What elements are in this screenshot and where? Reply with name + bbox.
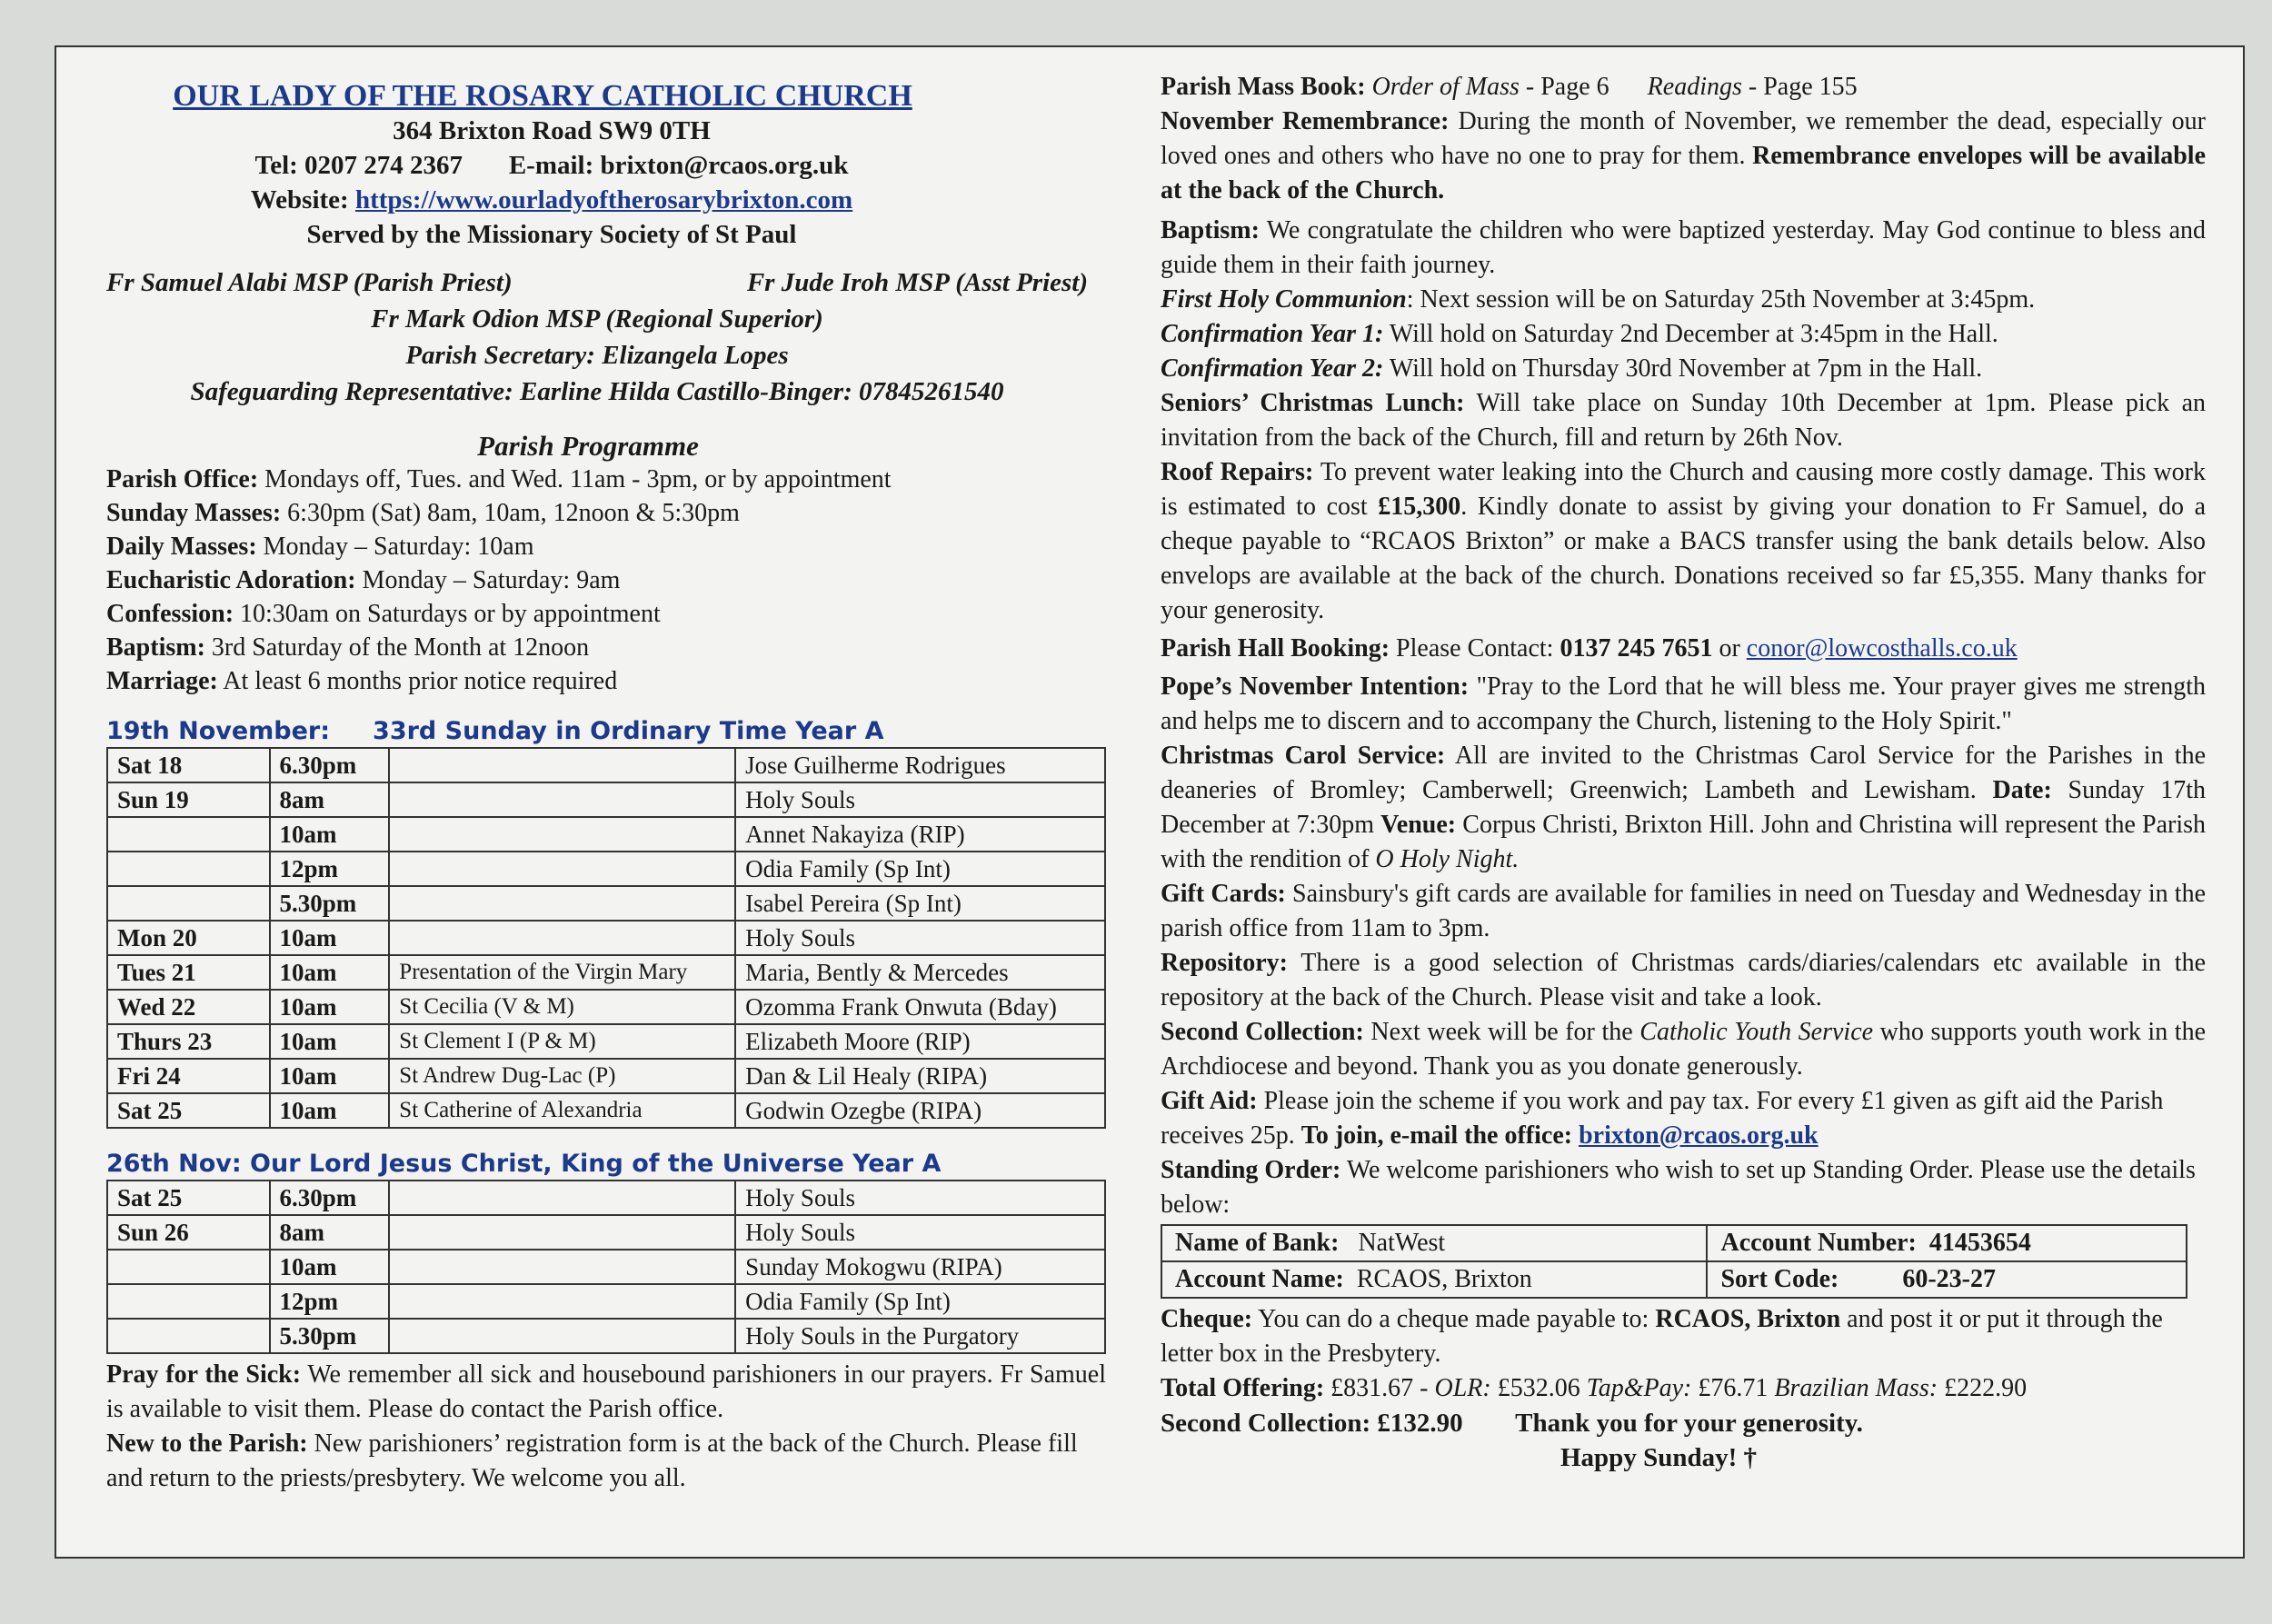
mass-day: Sun 26 (107, 1215, 270, 1250)
mass-time: 10am (270, 990, 390, 1024)
mass-day: Wed 22 (107, 990, 270, 1024)
mass-time: 12pm (270, 1284, 390, 1319)
mass-intention: Odia Family (Sp Int) (735, 1284, 1105, 1319)
account-number-cell (1707, 1225, 2187, 1261)
tap-pay-value: £76.71 (1698, 1374, 1769, 1402)
website-link[interactable]: https://www.ourladyoftherosarybrixton.com (354, 185, 853, 214)
giftaid-label: Gift Aid: (1161, 1087, 1258, 1115)
week1-date: 19th November: (106, 717, 331, 745)
conf2-text: Will hold on Thursday 30rd November at 7pm in the Hall. (1389, 354, 1983, 383)
programme-item (106, 563, 1179, 597)
mass-feast: Presentation of the Virgin Mary (389, 955, 735, 990)
seniors-label: Seniors’ Christmas Lunch: (1161, 389, 1465, 417)
closing-line (1161, 1406, 2206, 1440)
cheque-note (1161, 1302, 2206, 1371)
conf1-label: Confirmation Year 1: (1161, 320, 1384, 348)
mass-time: 8am (270, 1215, 390, 1250)
confirmation-year2 (1161, 352, 2206, 386)
account-number-value: 41453654 (1928, 1229, 2031, 1257)
mass-book-readings-page: - Page 155 (1748, 73, 1858, 101)
standing-order (1161, 1153, 2206, 1222)
carol-text: All are invited to the Christmas Carol Service for the Parishes in the deaneries of Bromley; Camberwell; Greenwich; Lambeth and Lewisham. (1161, 742, 2206, 804)
fhc-text: : Next session will be on Saturday 25th November at 3:45pm. (1406, 285, 2036, 314)
mass-day (107, 817, 270, 852)
mass-time: 10am (270, 1250, 390, 1284)
roof-received: £5,355 (1948, 562, 2019, 590)
mass-intention: Maria, Bently & Mercedes (735, 955, 1105, 990)
standing-label: Standing Order: (1161, 1156, 1341, 1184)
mass-intention: Holy Souls (735, 782, 1105, 817)
regional-superior: Fr Mark Odion MSP (Regional Superior) (371, 304, 823, 334)
mass-day: Sat 18 (107, 748, 270, 782)
total-offering (1161, 1371, 2206, 1406)
second-collection (1161, 1015, 2206, 1084)
olr-label: OLR: (1434, 1374, 1491, 1402)
mass-book (1161, 70, 2206, 105)
mass-day (107, 852, 270, 886)
thanks-message: Thank you for your generosity. (1515, 1409, 1863, 1438)
mass-intention: Holy Souls in the Purgatory (735, 1319, 1105, 1353)
mass-day: Thurs 23 (107, 1024, 270, 1059)
served-by: Served by the Missionary Society of St Paul (306, 220, 797, 249)
website-label: Website: (250, 185, 349, 214)
mass-time: 5.30pm (270, 1319, 390, 1353)
website-line (106, 183, 997, 217)
programme-text: 3rd Saturday of the Month at 12noon (211, 633, 590, 662)
programme-item (106, 530, 1179, 563)
hall-email-link[interactable]: conor@lowcosthalls.co.uk (1746, 634, 2018, 663)
hall-or: or (1719, 634, 1740, 663)
programme-label: Confession: (106, 600, 234, 628)
mass-time: 5.30pm (270, 886, 390, 921)
second-text-2: who supports youth work in the Archdiocese and beyond. Thank you as you donate generously. (1161, 1018, 2206, 1081)
mass-row (107, 1250, 1105, 1284)
mass-row (107, 886, 1105, 921)
second-collection-total: Second Collection: £132.90 (1161, 1409, 1463, 1438)
sick-label: Pray for the Sick: (106, 1360, 302, 1389)
telephone: Tel: 0207 274 2367 (254, 151, 463, 180)
mass-intention: Dan & Lil Healy (RIPA) (735, 1059, 1105, 1093)
tap-pay-label: Tap&Pay: (1586, 1374, 1692, 1402)
carol-venue-label: Venue: (1380, 811, 1457, 839)
cheque-text: You can do a cheque made payable to: (1258, 1305, 1649, 1333)
account-name-cell (1161, 1261, 1707, 1298)
programme-text: Monday – Saturday: 9am (362, 566, 621, 594)
mass-feast (389, 1284, 735, 1319)
mass-day: Sat 25 (107, 1181, 270, 1215)
mass-intention: Isabel Pereira (Sp Int) (735, 886, 1105, 921)
conf2-label: Confirmation Year 2: (1161, 354, 1384, 383)
mass-row (107, 1284, 1105, 1319)
sick-text: We remember all sick and housebound parishioners in our prayers. Fr Samuel is available to visit them. Please do contact the Parish office. (106, 1360, 1107, 1423)
mass-time: 10am (270, 1093, 390, 1128)
repo-text: There is a good selection of Christmas cards/diaries/calendars etc available in the repository at the back of the Church. Please visit and take a look. (1161, 949, 2207, 1011)
roof-label: Roof Repairs: (1161, 458, 1314, 486)
mass-time: 10am (270, 817, 390, 852)
programme-label: Baptism: (106, 633, 205, 662)
mass-intention: Sunday Mokogwu (RIPA) (735, 1250, 1105, 1284)
sort-code-value: 60-23-27 (1902, 1265, 1996, 1293)
mass-feast: St Cecilia (V & M) (389, 990, 735, 1024)
mass-time: 10am (270, 1059, 390, 1093)
mass-intention: Holy Souls (735, 921, 1105, 955)
mass-feast: St Andrew Dug-Lac (P) (389, 1059, 735, 1093)
mass-feast: St Catherine of Alexandria (389, 1093, 735, 1128)
seniors-lunch (1161, 386, 2206, 455)
olr-value: £532.06 (1497, 1374, 1580, 1402)
mass-row (107, 817, 1105, 852)
standing-text: We welcome parishioners who wish to set up Standing Order. Please use the details below: (1161, 1156, 2196, 1219)
carol-date-label: Date: (1992, 776, 2052, 804)
gift-aid (1161, 1084, 2206, 1153)
bank-details-table (1161, 1224, 2187, 1299)
pope-label: Pope’s November Intention: (1161, 673, 1470, 701)
cheque-text-2: and post it or put it through the letter box in the Presbytery. (1161, 1305, 2163, 1368)
mass-intention: Elizabeth Moore (RIP) (735, 1024, 1105, 1059)
baptism-note (1161, 214, 2206, 283)
programme-list (106, 463, 1179, 698)
hall-text: Please Contact: (1396, 634, 1554, 663)
programme-text: Monday – Saturday: 10am (263, 533, 534, 561)
hall-label: Parish Hall Booking: (1161, 634, 1390, 663)
mass-time: 8am (270, 782, 390, 817)
bank-name-label: Name of Bank: (1175, 1229, 1340, 1257)
mass-time: 10am (270, 1024, 390, 1059)
parish-secretary: Parish Secretary: Elizangela Lopes (405, 341, 789, 370)
remembrance-text: During the month of November, we remember the dead, especially our loved ones and others who have no one to pray for them. (1161, 107, 2207, 170)
mass-time: 10am (270, 955, 390, 990)
offering-label: Total Offering: (1161, 1374, 1325, 1402)
sort-code-label: Sort Code: (1720, 1265, 1839, 1293)
programme-text: At least 6 months prior notice required (223, 667, 618, 695)
mass-row (107, 1059, 1105, 1093)
roof-text-2: . Kindly donate to assist by giving your donation to Fr Samuel, do a cheque payable to “RCAOS Brixton” or make a BACS transfer using the bank details below. Also envelops are available at the back of the church. Donations received so far (1161, 493, 2207, 590)
mass-feast (389, 817, 735, 852)
church-address: 364 Brixton Road SW9 0TH (393, 116, 711, 145)
giftaid-email-link[interactable]: brixton@rcaos.org.uk (1579, 1121, 1819, 1150)
mass-time: 10am (270, 921, 390, 955)
pope-text: "Pray to the Lord that he will bless me. Your prayer gives me strength and helps me to discern and to accompany the Church, listening to the Holy Spirit." (1161, 673, 2206, 735)
programme-label: Parish Office: (106, 465, 259, 493)
mass-feast (389, 921, 735, 955)
mass-day: Mon 20 (107, 921, 270, 955)
seniors-text: Will take place on Sunday 10th December at 1pm. Please pick an invitation from the back of the Church, fill and return by 26th Nov. (1161, 389, 2207, 452)
brazilian-mass-value: £222.90 (1944, 1374, 2028, 1402)
bank-name-cell (1161, 1225, 1707, 1261)
giftaid-join: To join, e-mail the office: (1300, 1121, 1573, 1150)
programme-item (106, 597, 1179, 631)
left-column (106, 79, 1179, 1496)
hall-phone: 0137 245 7651 (1560, 634, 1713, 663)
carol-venue: Corpus Christi, Brixton Hill. John and Christina will represent the Parish with the rendition of (1161, 811, 2207, 873)
pope-intention (1161, 670, 2206, 739)
sort-code-cell (1707, 1261, 2187, 1298)
mass-intention: Holy Souls (735, 1215, 1105, 1250)
programme-label: Marriage: (106, 667, 218, 695)
offering-total: £831.67 - (1330, 1374, 1429, 1402)
happy-sunday: Happy Sunday! † (1560, 1443, 1757, 1472)
carol-date: Sunday 17th December at 7:30pm (1161, 776, 2207, 839)
week1-mass-table (106, 747, 1106, 1129)
repository (1161, 946, 2206, 1015)
programme-item (106, 631, 1179, 664)
baptism-label: Baptism: (1161, 216, 1260, 244)
brazilian-mass-label: Brazilian Mass: (1774, 1374, 1938, 1402)
giftaid-text: Please join the scheme if you work and pay tax. For every £1 given as gift aid the Parish receives 25p. (1161, 1087, 2164, 1150)
mass-day: Tues 21 (107, 955, 270, 990)
mass-feast (389, 852, 735, 886)
mass-intention: Ozomma Frank Onwuta (Bday) (735, 990, 1105, 1024)
carol-service (1161, 739, 2206, 877)
cheque-label: Cheque: (1161, 1305, 1253, 1333)
conf1-text: Will hold on Saturday 2nd December at 3:45pm in the Hall. (1389, 320, 1998, 348)
right-column (1161, 70, 2206, 1475)
mass-day (107, 1319, 270, 1353)
mass-book-order: Order of Mass (1371, 73, 1520, 101)
new-label: New to the Parish: (106, 1430, 308, 1458)
bank-row (1161, 1225, 2187, 1261)
mass-day (107, 1284, 270, 1319)
mass-day: Sat 25 (107, 1093, 270, 1128)
roof-text: To prevent water leaking into the Church and causing more costly damage. This work is estimated to cost (1161, 458, 2206, 521)
assistant-priest: Fr Jude Iroh MSP (Asst Priest) (746, 268, 1088, 297)
mass-row (107, 1024, 1105, 1059)
baptism-text: We congratulate the children who were baptized yesterday. May God continue to bless and guide them in their faith journey. (1161, 216, 2206, 279)
mass-intention: Jose Guilherme Rodrigues (735, 748, 1105, 782)
mass-row (107, 1093, 1105, 1128)
remembrance-label: November Remembrance: (1161, 107, 1450, 135)
mass-row (107, 1319, 1105, 1353)
mass-intention: Godwin Ozegbe (RIPA) (735, 1093, 1105, 1128)
clergy-row (106, 264, 1088, 301)
mass-row (107, 921, 1105, 955)
mass-day: Sun 19 (107, 782, 270, 817)
mass-time: 12pm (270, 852, 390, 886)
mass-row (107, 748, 1105, 782)
mass-day (107, 1250, 270, 1284)
mass-feast (389, 748, 735, 782)
roof-text-3: . Many thanks for your generosity. (1161, 562, 2207, 624)
programme-text: Mondays off, Tues. and Wed. 11am - 3pm, or by appointment (264, 465, 892, 493)
mass-intention: Odia Family (Sp Int) (735, 852, 1105, 886)
mass-time: 6.30pm (270, 1181, 390, 1215)
programme-item (106, 664, 1179, 698)
mass-intention: Annet Nakayiza (RIP) (735, 817, 1105, 852)
gift-text: Sainsbury's gift cards are available for families in need on Tuesday and Wednesday in the parish office from 11am to 3pm. (1161, 880, 2206, 942)
hall-booking (1161, 632, 2206, 666)
roof-repairs (1161, 455, 2206, 628)
november-remembrance (1161, 105, 2206, 208)
bank-name-value: NatWest (1358, 1229, 1446, 1257)
roof-cost: £15,300 (1378, 493, 1461, 521)
programme-label: Sunday Masses: (106, 499, 282, 527)
repo-label: Repository: (1161, 949, 1288, 977)
week2-mass-table (106, 1180, 1106, 1354)
programme-title: Parish Programme (477, 430, 699, 462)
mass-row (107, 1181, 1105, 1215)
programme-text: 10:30am on Saturdays or by appointment (240, 600, 661, 628)
gift-cards (1161, 877, 2206, 946)
programme-label: Eucharistic Adoration: (106, 566, 356, 594)
mass-feast (389, 1319, 735, 1353)
second-org: Catholic Youth Service (1639, 1018, 1874, 1046)
carol-label: Christmas Carol Service: (1161, 742, 1446, 770)
contact-line (106, 148, 997, 183)
mass-row (107, 852, 1105, 886)
carol-song: O Holy Night. (1375, 845, 1520, 873)
mass-feast (389, 782, 735, 817)
new-text: New parishioners’ registration form is at the back of the Church. Please fill and return to the priests/presbytery. We welcome you all. (106, 1430, 1078, 1492)
gift-label: Gift Cards: (1161, 880, 1286, 908)
confirmation-year1 (1161, 317, 2206, 352)
fhc-label: First Holy Communion (1161, 285, 1407, 314)
second-text: Next week will be for the (1370, 1018, 1633, 1046)
pray-for-sick (106, 1358, 1106, 1427)
mass-time: 6.30pm (270, 748, 390, 782)
mass-feast (389, 886, 735, 921)
mass-row (107, 955, 1105, 990)
mass-book-label: Parish Mass Book: (1161, 73, 1366, 101)
mass-feast: St Clement I (P & M) (389, 1024, 735, 1059)
programme-item (106, 463, 1179, 496)
week1-title: 33rd Sunday in Ordinary Time Year A (373, 717, 884, 745)
safeguarding-rep: Safeguarding Representative: Earline Hilda Castillo-Binger: 07845261540 (190, 377, 1004, 406)
mass-intention: Holy Souls (735, 1181, 1105, 1215)
mass-book-page: - Page 6 (1525, 73, 1609, 101)
mass-book-readings: Readings (1647, 73, 1742, 101)
mass-day (107, 886, 270, 921)
account-name-label: Account Name: (1175, 1265, 1344, 1293)
mass-row (107, 1215, 1105, 1250)
second-label: Second Collection: (1161, 1018, 1364, 1046)
programme-text: 6:30pm (Sat) 8am, 10am, 12noon & 5:30pm (287, 499, 740, 527)
week1-heading (106, 716, 1179, 747)
parish-priest: Fr Samuel Alabi MSP (Parish Priest) (106, 268, 513, 297)
mass-day: Fri 24 (107, 1059, 270, 1093)
programme-label: Daily Masses: (106, 533, 257, 561)
account-number-label: Account Number: (1720, 1229, 1917, 1257)
mass-row (107, 990, 1105, 1024)
first-communion (1161, 283, 2206, 317)
bank-row (1161, 1261, 2187, 1298)
week2-heading: 26th Nov: Our Lord Jesus Christ, King of the Universe Year A (106, 1150, 942, 1178)
mass-feast (389, 1250, 735, 1284)
mass-feast (389, 1181, 735, 1215)
church-name: OUR LADY OF THE ROSARY CATHOLIC CHURCH (173, 79, 912, 113)
bulletin-sheet (55, 45, 2245, 1559)
programme-item (106, 496, 1179, 530)
account-name-value: RCAOS, Brixton (1356, 1265, 1532, 1293)
email: E-mail: brixton@rcaos.org.uk (508, 151, 849, 180)
cheque-payee: RCAOS, Brixton (1655, 1305, 1841, 1333)
mass-feast (389, 1215, 735, 1250)
remembrance-envelopes: Remembrance envelopes will be available at the back of the Church. (1161, 142, 2207, 204)
mass-row (107, 782, 1105, 817)
new-to-parish (106, 1427, 1106, 1496)
